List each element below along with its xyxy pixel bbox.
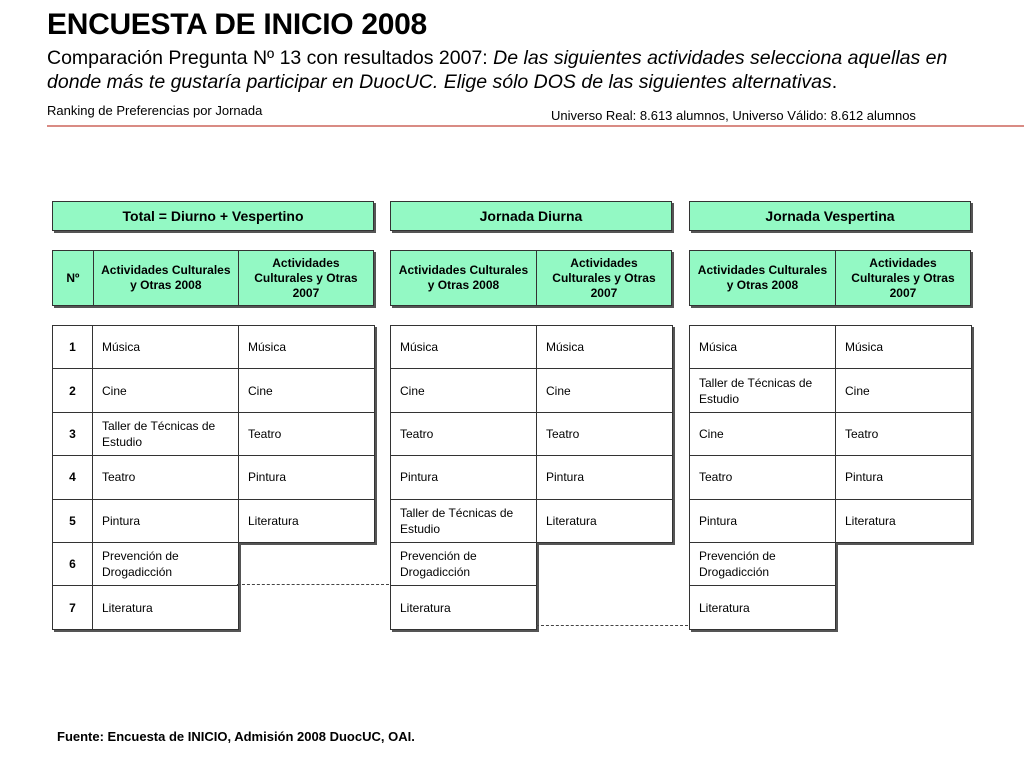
colhead-2007: Actividades Culturales y Otras 2007: [536, 251, 671, 305]
colhead-2008: Actividades Culturales y Otras 2008: [93, 251, 238, 305]
activity-2008-cell: Música: [390, 325, 537, 369]
rank-number: 1: [52, 325, 93, 369]
activity-2008-cell: Pintura: [390, 455, 537, 499]
activity-2008-cell: Cine: [92, 368, 239, 412]
activity-2008-cell: Pintura: [92, 499, 239, 543]
activity-2007-cell: Cine: [536, 368, 673, 412]
universe-label: Universo Real: 8.613 alumnos, Universo Válido: 8.612 alumnos: [551, 108, 916, 123]
activity-2007-cell: Literatura: [238, 499, 375, 543]
rank-number: 3: [52, 412, 93, 456]
activity-2008-cell: Música: [689, 325, 836, 369]
activity-2008-cell: Taller de Técnicas de Estudio: [390, 499, 537, 543]
title-divider: [47, 125, 1024, 127]
page-subtitle: [47, 46, 997, 94]
activity-2008-cell: Música: [92, 325, 239, 369]
activity-2008-cell: Cine: [689, 412, 836, 456]
activity-2007-cell: Cine: [835, 368, 972, 412]
activity-2007-cell: Música: [238, 325, 375, 369]
activity-2008-cell: Prevención de Drogadicción: [689, 542, 836, 586]
header-total: Total = Diurno + Vespertino: [52, 201, 374, 231]
activity-2008-cell: Taller de Técnicas de Estudio: [689, 368, 836, 412]
rank-number: 6: [52, 542, 93, 586]
colhead-2008: Actividades Culturales y Otras 2008: [697, 263, 828, 292]
rank-number: 4: [52, 455, 93, 499]
colhead-num: Nº: [66, 270, 80, 285]
activity-2008-cell: Teatro: [390, 412, 537, 456]
activity-2007-cell: Teatro: [536, 412, 673, 456]
page-title: ENCUESTA DE INICIO 2008: [47, 8, 427, 41]
colhead-2008: Actividades Culturales y Otras 2008: [398, 263, 529, 292]
activity-2007-cell: Literatura: [536, 499, 673, 543]
activity-2007-cell: Pintura: [835, 455, 972, 499]
activity-2008-cell: Literatura: [689, 585, 836, 629]
rank-number: 5: [52, 499, 93, 543]
activity-2008-cell: Pintura: [689, 499, 836, 543]
colhead-2007: Actividades Culturales y Otras 2007: [238, 251, 373, 305]
activity-2008-cell: Taller de Técnicas de Estudio: [92, 412, 239, 456]
header-jornada-diurna: Jornada Diurna: [390, 201, 672, 231]
activity-2007-cell: Música: [536, 325, 673, 369]
subtitle-end: .: [831, 71, 838, 93]
ranking-label: Ranking de Preferencias por Jornada: [47, 103, 263, 118]
colhead-total: [52, 250, 374, 306]
activity-2007-cell: Pintura: [536, 455, 673, 499]
activity-2008-cell: Literatura: [390, 585, 537, 629]
activity-2008-cell: Teatro: [92, 455, 239, 499]
subtitle-prefix: Comparación Pregunta Nº 13 con resultados 2007:: [47, 47, 488, 69]
activity-2008-cell: Prevención de Drogadicción: [92, 542, 239, 586]
activity-2007-cell: Cine: [238, 368, 375, 412]
activity-2007-cell: Pintura: [238, 455, 375, 499]
activity-2007-cell: Teatro: [835, 412, 972, 456]
subtitle-question: De las siguientes actividades selecciona aquellas en donde más te gustaría participar en DuocUC. Elige sólo DOS de las siguientes alternativas: [47, 47, 948, 93]
colhead-diurna: [390, 250, 672, 306]
activity-2007-cell: Música: [835, 325, 972, 369]
activity-2008-cell: Teatro: [689, 455, 836, 499]
activity-2008-cell: Cine: [390, 368, 537, 412]
rank-number: 7: [52, 585, 93, 629]
header-jornada-vespertina: Jornada Vespertina: [689, 201, 971, 231]
dashed-connector: [237, 584, 389, 585]
activity-2007-cell: Teatro: [238, 412, 375, 456]
colhead-2007: Actividades Culturales y Otras 2007: [835, 251, 970, 305]
source-note: Fuente: Encuesta de INICIO, Admisión 2008 DuocUC, OAI.: [57, 729, 415, 744]
activity-2008-cell: Literatura: [92, 585, 239, 629]
colhead-vespertina: [689, 250, 971, 306]
activity-2008-cell: Prevención de Drogadicción: [390, 542, 537, 586]
dashed-connector: [536, 625, 688, 626]
activity-2007-cell: Literatura: [835, 499, 972, 543]
rank-number: 2: [52, 368, 93, 412]
